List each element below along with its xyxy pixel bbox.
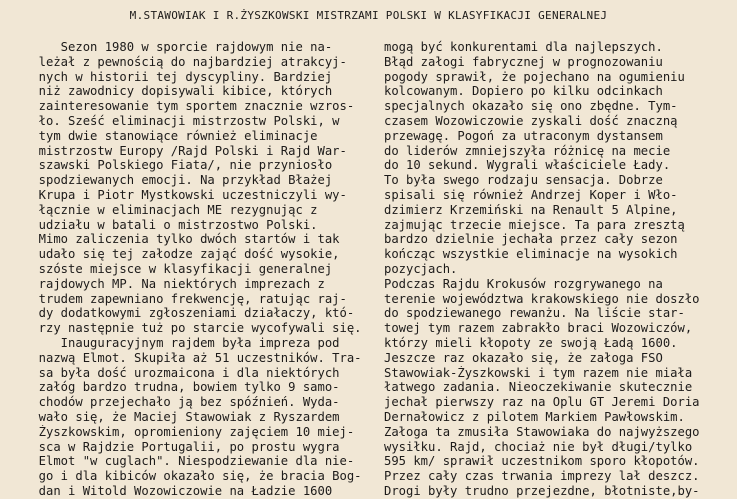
article-title: M.STAWOWIAK I R.ŻYSZKOWSKI MISTRZAMI POLSKI W KLASYFIKACJI GENERALNEJ [129, 9, 608, 22]
text-line: Drogi były trudno przejezdne, błotniste,by- [384, 483, 700, 498]
text-line: nych w historii tej dyscypliny. Bardziej [24, 69, 333, 84]
text-line: sa była dość urozmaicona i dla niektórych [24, 365, 340, 380]
text-line: pogody sprawił, że pojechano na ogumieniu [384, 69, 685, 84]
text-line: Załoga ta zmusiła Stawowiaka do najwyższego [384, 424, 700, 439]
text-line: dan i Witold Wozowiczowie na Ładzie 1600 [24, 483, 333, 498]
text-line: jechał pierwszy raz na Oplu GT Jeremi Doria [384, 395, 700, 410]
text-line: kończąc wszystkie eliminacje na wysokich [384, 247, 678, 262]
text-line: udziału w batali o mistrzostwo Polski. [24, 217, 318, 232]
text-line: chodów przejechało ją bez spóźnień. Wyda- [24, 395, 340, 410]
text-line: specjalnych okazało się ono zbędne. Tym- [384, 99, 678, 114]
text-line: mistrzostw Europy /Rajd Polski i Rajd War- [24, 143, 347, 158]
text-line: wało się, że Maciej Stawowiak z Ryszardem [24, 409, 340, 424]
text-line: Jeszcze raz okazało się, że załoga FSO [384, 350, 663, 365]
right-column [384, 40, 729, 499]
text-line: Stawowiak-Żyszkowski i tym razem nie miała [384, 365, 693, 380]
text-line: mogą być konkurentami dla najlepszych. [384, 40, 663, 54]
text-line: rzy następnie tuż po starcie wycofywali się. [24, 321, 362, 336]
text-line: łatwego zadania. Nieoczekiwanie skutecznie [384, 380, 693, 395]
text-line: To była swego rodzaju sensacja. Dobrze [384, 173, 663, 188]
text-line: spodziewanych emocji. Na przykład Błażej [24, 173, 333, 188]
text-line: go i dla kibiców okazało się, że bracia Bog- [24, 469, 362, 484]
text-line: Mimo zaliczenia tylko dwóch startów i tak [24, 232, 340, 247]
text-line: Elmot "w cuglach". Niespodziewanie dla nie- [24, 454, 355, 469]
text-line: przewagę. Pogoń za utraconym dystansem [384, 128, 663, 143]
text-line: Podczas Rajdu Krokusów rozgrywanego na [384, 276, 663, 291]
text-line: rajdowych MP. Na niektórych imprezach z [24, 276, 325, 291]
text-line: bardzo dzielnie jechała przez cały sezon [384, 232, 678, 247]
text-line: do 10 sekund. Wygrali właściciele Łady. [384, 158, 671, 173]
text-line: sca w Rajdzie Portugalii, po prostu wygra [24, 439, 340, 454]
text-line: Żyszkowskim, opromieniony zajęciem 10 miej- [24, 424, 355, 439]
text-line: 595 km/ sprawił uczestnikom sporo kłopotów. [384, 454, 700, 469]
text-line: towej tym razem zabrakło braci Wozowiczów, [384, 321, 693, 336]
text-line: niż zawodnicy dopisywali kibice, których [24, 84, 333, 99]
text-line: trudem zapewniano frekwencję, ratując raj- [24, 291, 347, 306]
text-line: szóste miejsce w klasyfikacji generalnej [24, 261, 333, 276]
text-line: załóg bardzo trudna, bowiem tylko 9 samo- [24, 380, 340, 395]
text-line: Krupa i Piotr Mystkowski uczestniczyli wy- [24, 187, 347, 202]
text-line: dzimierz Krzemiński na Renault 5 Alpine, [384, 202, 678, 217]
text-line: łącznie w eliminacjach ME rezygnując z [24, 202, 318, 217]
text-line: wysiłku. Rajd, chociaż nie był długi/tylko [384, 439, 693, 454]
text-line: Sezon 1980 w sporcie rajdowym nie na- [24, 40, 333, 54]
text-line: Dernałowicz z pilotem Markiem Pawłowskim. [384, 409, 685, 424]
text-line: czasem Wozowiczowie zyskali dość znaczną [384, 113, 678, 128]
text-line: którzy mieli kłopoty ze swoją Ładą 1600. [384, 335, 678, 350]
text-line: zajmując trzecie miejsce. Ta para zresztą [384, 217, 685, 232]
text-line: dy dodatkowymi zgłoszeniami działaczy, któ- [24, 306, 355, 321]
text-line: terenie województwa krakowskiego nie doszło [384, 291, 700, 306]
text-line: Przez cały czas trwania imprezy lał deszcz. [384, 469, 700, 484]
text-line: ło. Sześć eliminacji mistrzostw Polski, w [24, 113, 340, 128]
text-line: do liderów zmniejszyła różnicę na mecie [384, 143, 671, 158]
text-line: tym dwie stanowiące również eliminacje [24, 128, 318, 143]
text-line: szawski Polskiego Fiata/, nie przyniosło [24, 158, 333, 173]
text-line: nazwą Elmot. Skupiła aż 51 uczestników. Tra- [24, 350, 362, 365]
text-line: Błąd załogi fabrycznej w prognozowaniu [384, 54, 663, 69]
text-line: Inauguracyjnym rajdem była impreza pod [24, 335, 340, 350]
text-line: zainteresowanie tym sportem znacznie wzros- [24, 99, 355, 114]
text-line: spisali się również Andrzej Koper i Wło- [384, 187, 678, 202]
text-line: kolcowanym. Dopiero po kilku odcinkach [384, 84, 663, 99]
left-column [24, 40, 374, 499]
text-line: udało się tej załodze zająć dość wysokie, [24, 247, 340, 262]
text-line: do spodziewanego rewanżu. Na liście star- [384, 306, 685, 321]
text-line: leżał z pewnością do najbardziej atrakcyj- [24, 54, 347, 69]
text-line: pozycjach. [384, 261, 458, 276]
